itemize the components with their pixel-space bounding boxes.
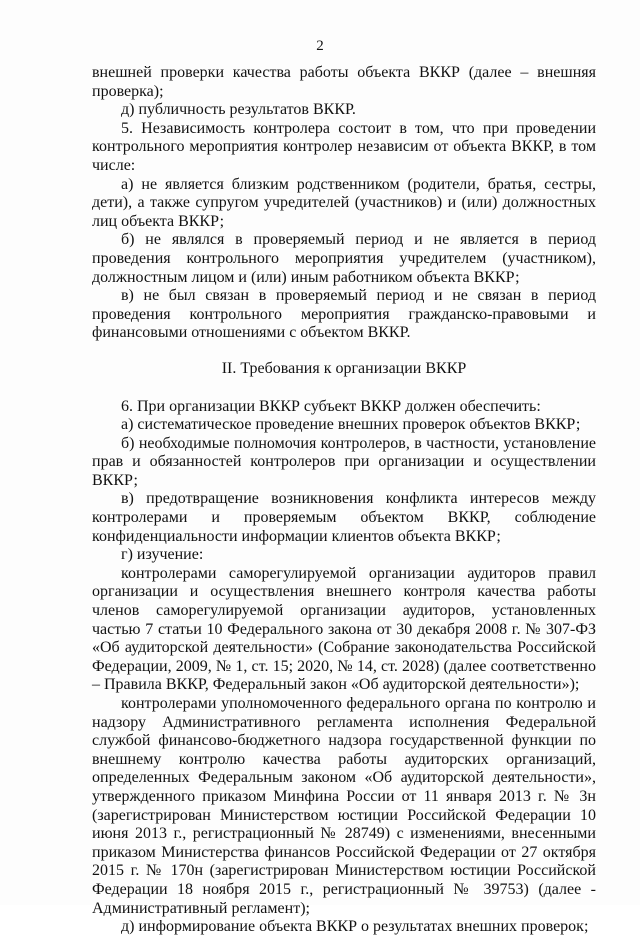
paragraph-6-item-g-federal: контролерами уполномоченного федерального органа по контролю и надзору Административного регламента исполнения Федеральной службой финансово-бюджетного надзора государственной функции по внешнему контролю качества работы аудиторских организаций, определенных Федеральным законом «Об аудиторской деятельности», утвержденного приказом Минфина России от 11 января 2013 г. № 3н (зарегистрирован Министерством юстиции Российской Федерации 10 июня 2013 г., регистрационный № 28749) с изменениями, внесенными приказом Министерства финансов Российской Федерации от 27 октября 2015 г. № 170н (зарегистрирован Министерством юстиции Российской Федерации 18 ноября 2015 г., регистрационный № 39753) (далее - Административный регламент);	[92, 695, 596, 917]
paragraph-5-item-a: а) не является близким родственником (родители, братья, сестры, дети), а также супругом учредителей (участников) и (или) должностных лиц объекта ВККР;	[92, 175, 596, 230]
paragraph-6-item-a: а) систематическое проведение внешних проверок объектов ВККР;	[121, 416, 581, 434]
paragraph-5-item-v: в) не был связан в проверяемый период и не связан в период проведения контрольного мероприятия гражданско-правовыми и финансовыми отношениями с объектом ВККР.	[92, 287, 596, 342]
page-number: 2	[316, 38, 324, 54]
paragraph-6-item-d: д) информирование объекта ВККР о результатах внешних проверок;	[121, 918, 589, 936]
paragraph-6-item-b: б) необходимые полномочия контролеров, в частности, установление прав и обязанностей контролеров при организации и осуществлении ВККР;	[92, 434, 596, 489]
section-heading: II. Требования к организации ВККР	[221, 359, 467, 377]
paragraph-6-intro: 6. При организации ВККР субъект ВККР должен обеспечить:	[121, 397, 541, 415]
document-body	[92, 64, 596, 937]
paragraph-item-d-publicity: д) публичность результатов ВККР.	[121, 101, 356, 119]
paragraph-6-item-v: в) предотвращение возникновения конфликта интересов между контролерами и проверяемым объектом ВККР, соблюдение конфиденциальности информации клиентов объекта ВККР;	[92, 490, 596, 545]
paragraph-6-item-g: г) изучение:	[121, 546, 204, 564]
paragraph-continuation: внешней проверки качества работы объекта ВККР (далее – внешняя проверка);	[92, 64, 596, 100]
paragraph-5-item-b: б) не являлся в проверяемый период и не является в период проведения контрольного мероприятия учредителем (участником), должностным лицом и (или) иным работником объекта ВККР;	[92, 231, 596, 286]
paragraph-5-independence: 5. Независимость контролера состоит в том, что при проведении контрольного мероприятия контролер независим от объекта ВККР, в том числе:	[92, 119, 596, 174]
paragraph-6-item-g-sro: контролерами саморегулируемой организации аудиторов правил организации и осуществления внешнего контроля качества работы членов саморегулируемой организации аудиторов, установленных частью 7 статьи 10 Федерального закона от 30 декабря 2008 г. № 307-ФЗ «Об аудиторской деятельности» (Собрание законодательства Российской Федерации, 2009, № 1, ст. 15; 2020, № 14, ст. 2028) (далее соответственно – Правила ВККР, Федеральный закон «Об аудиторской деятельности»);	[92, 564, 596, 694]
